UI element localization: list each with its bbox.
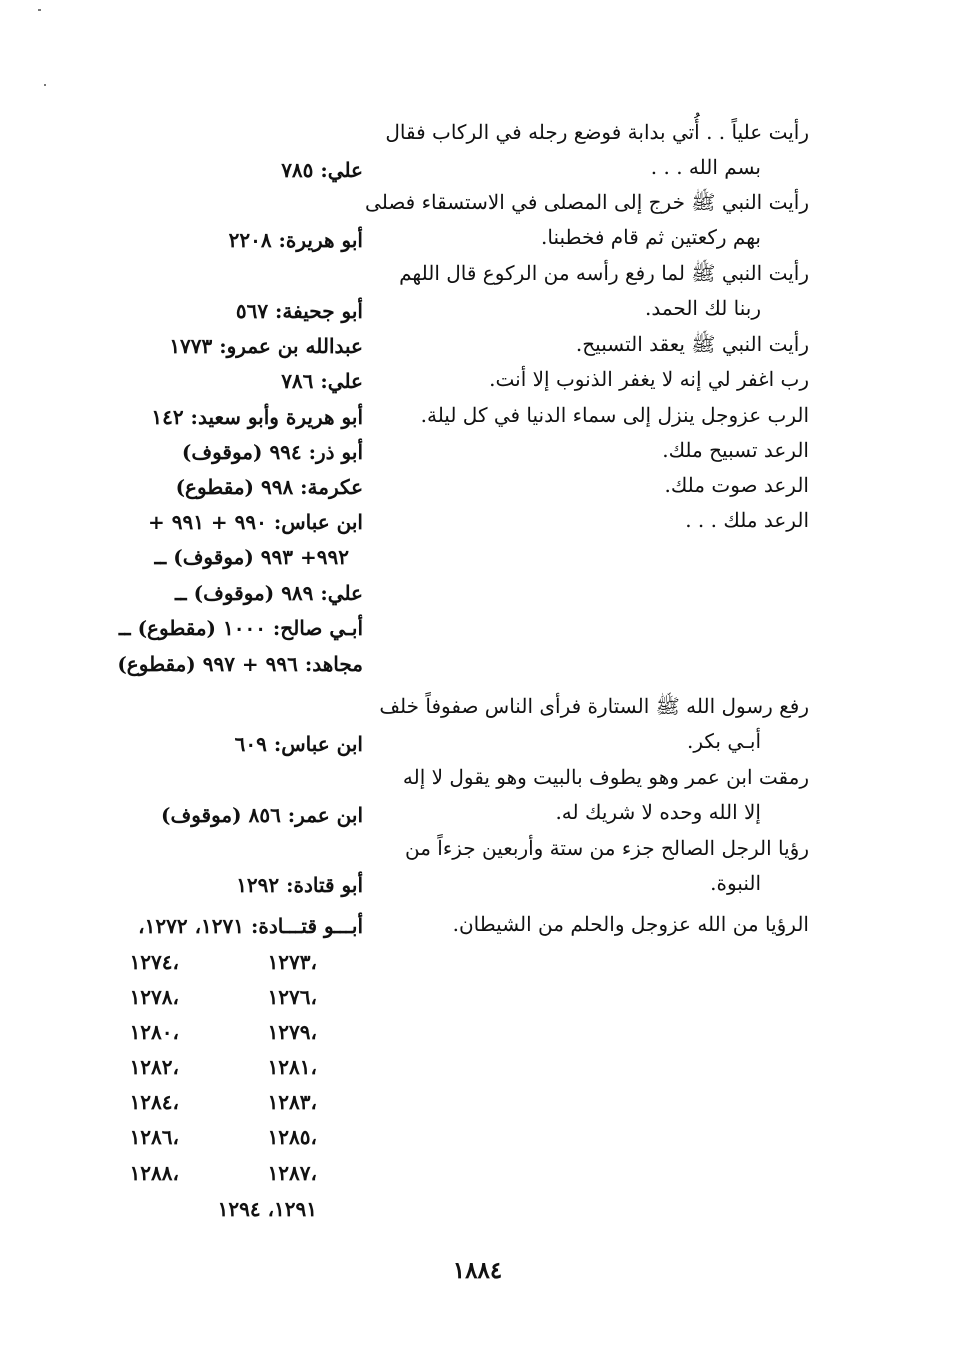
hadith-text-line: النبوة. <box>710 871 761 895</box>
hadith-text-line: الرؤيا من الله عزوجل والحلم من الشيطان. <box>452 912 809 936</box>
reference-number: ١٢٩١، ١٢٩٤ <box>217 1197 317 1221</box>
reference-line: أبو قتادة: ١٢٩٢ <box>236 873 363 897</box>
reference-line: ٩٩٢+ ٩٩٣ (موقوف) ــ <box>154 545 349 569</box>
reference-line: علي: ٩٨٩ (موقوف) ــ <box>174 581 363 605</box>
hadith-text-line: رأيت علياً . . أُتي بدابة فوضع رجله في الركاب فقال <box>385 120 809 144</box>
page-number: ١٨٨٤ <box>452 1257 503 1284</box>
reference-number: ١٢٨٥، <box>267 1125 317 1149</box>
hadith-text-line: بسم الله . . . <box>650 155 761 179</box>
reference-number: ١٢٧٩، <box>267 1020 317 1044</box>
reference-number: ١٢٨٦، <box>129 1125 179 1149</box>
reference-number: ١٢٨٣، <box>267 1090 317 1114</box>
reference-number: ١٢٨٧، <box>267 1161 317 1185</box>
hadith-text-line: إلا الله وحده لا شريك له. <box>555 800 761 824</box>
reference-line: مجاهد: ٩٩٦ + ٩٩٧ (مقطوع) <box>117 652 363 676</box>
hadith-text-line: رب اغفر لي إنه لا يغفر الذنوب إلا أنت. <box>489 367 809 391</box>
scan-speck <box>38 9 41 11</box>
hadith-text-line: رأيت النبي ﷺ لما رفع رأسه من الركوع قال اللهم <box>399 261 809 285</box>
reference-line: أبو هريرة: ٢٢٠٨ <box>228 228 363 252</box>
reference-number: ١٢٧٣، <box>267 950 317 974</box>
reference-line: علي: ٧٨٥ <box>281 158 363 182</box>
reference-number: ١٢٨٢، <box>129 1055 179 1079</box>
reference-line: عكرمة: ٩٩٨ (مقطوع) <box>175 475 363 499</box>
hadith-text-line: ربنا لك الحمد. <box>645 296 761 320</box>
reference-number: ١٢٨٤، <box>129 1090 179 1114</box>
reference-line: أبـــو قتـــادة: ١٢٧١، ١٢٧٢، <box>138 914 363 938</box>
reference-number: ١٢٧٨، <box>129 985 179 1009</box>
reference-line: عبدالله بن عمرو: ١٧٧٣ <box>169 334 363 358</box>
reference-number: ١٢٨٨، <box>129 1161 179 1185</box>
reference-line: ابن عباس: ٦٠٩ <box>234 732 363 756</box>
reference-line: أبو ذر: ٩٩٤ (موقوف) <box>181 440 363 464</box>
hadith-text-line: رمقت ابن عمر وهو يطوف بالبيت وهو يقول لا إله <box>402 765 809 789</box>
hadith-text-line: رؤيا الرجل الصالح جزء من ستة وأربعين جزءاً من <box>404 836 809 860</box>
reference-number: ١٢٨٠، <box>129 1020 179 1044</box>
reference-line: علي: ٧٨٦ <box>281 369 363 393</box>
hadith-text-line: رفع رسول الله ﷺ الستارة فرأى الناس صفوفاً خلف <box>379 694 809 718</box>
hadith-text-line: رأيت النبي ﷺ يعقد التسبيح. <box>575 332 809 356</box>
reference-line: أبـي صالح: ١٠٠٠ (مقطوع) ــ <box>118 616 363 640</box>
reference-line: أبو هريرة وأبو سعيد: ١٤٢ <box>151 405 363 429</box>
reference-line: ابن عمر: ٨٥٦ (موقوف) <box>161 803 363 827</box>
scan-speck <box>44 84 46 86</box>
hadith-text-line: الرعد صوت ملك. <box>664 473 809 497</box>
hadith-text-line: رأيت النبي ﷺ خرج إلى المصلى في الاستسقاء فصلى <box>365 190 809 214</box>
hadith-text-line: الرعد تسبيح ملك. <box>662 438 809 462</box>
reference-number: ١٢٧٤، <box>129 950 179 974</box>
hadith-text-line: الرب عزوجل ينزل إلى سماء الدنيا في كل ليلة. <box>420 403 809 427</box>
reference-line: ابن عباس: ٩٩٠ + ٩٩١ + <box>147 510 363 534</box>
hadith-text-line: أبـي بكر. <box>686 729 761 753</box>
hadith-text-line: بهم ركعتين ثم قام فخطبنا. <box>541 225 761 249</box>
hadith-text-line: الرعد ملك . . . <box>685 508 809 532</box>
reference-number: ١٢٨١، <box>267 1055 317 1079</box>
reference-number: ١٢٧٦، <box>267 985 317 1009</box>
reference-line: أبو جحيفة: ٥٦٧ <box>235 299 363 323</box>
